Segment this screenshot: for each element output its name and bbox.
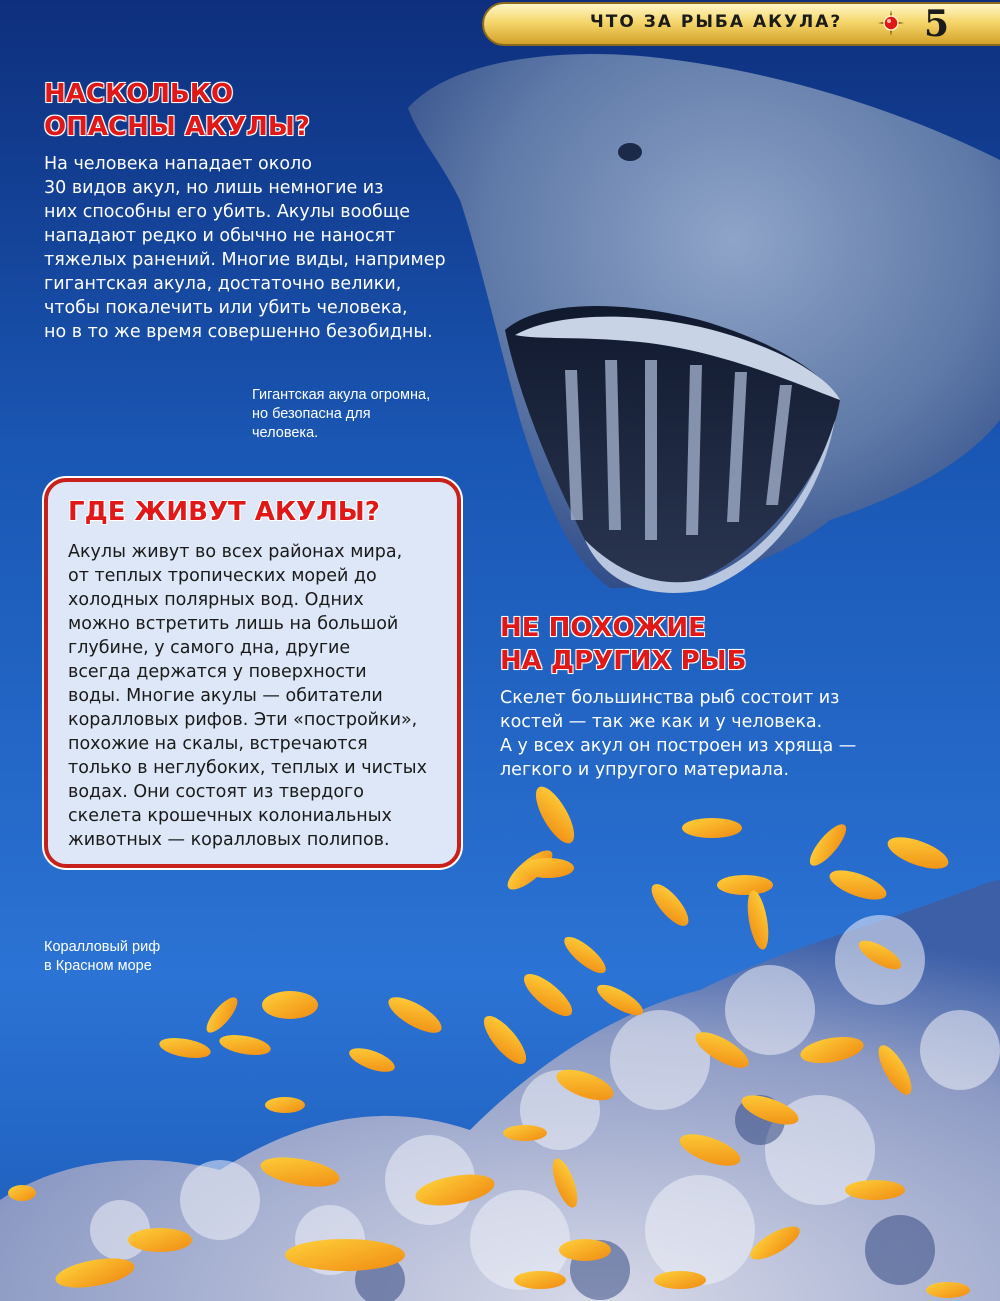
skeleton-heading: НЕ ПОХОЖИЕ НА ДРУГИХ РЫБ bbox=[500, 613, 747, 676]
section-title: ЧТО ЗА РЫБА АКУЛА? bbox=[590, 12, 843, 32]
page-number: 5 bbox=[924, 3, 950, 45]
shark-caption: Гигантская акула огромна, но безопасна для человека. bbox=[252, 387, 431, 441]
habitat-text: Акулы живут во всех районах мира, от теплых тропических морей до холодных полярных вод. Одних можно встретить лишь на большой глубине, у самого дна, другие всегда держатся у поверхности воды. Многие акулы — обитатели коралловых рифов. Эти «постройки», похожие на скалы, встречаются только в неглубоких, теплых и чистых водах. Они состоят из твердого скелета крошечных колониальных животных — коралловых полипов. bbox=[68, 542, 427, 850]
habitat-heading: ГДЕ ЖИВУТ АКУЛЫ? bbox=[68, 497, 380, 527]
reef-caption: Коралловый риф в Красном море bbox=[44, 939, 161, 974]
skeleton-text: Скелет большинства рыб состоит из костей — так же как и у человека. А у всех акул он построен из хряща — легкого и упругого материала. bbox=[500, 688, 857, 780]
danger-heading: НАСКОЛЬКО ОПАСНЫ АКУЛЫ? bbox=[44, 79, 310, 142]
compass-icon bbox=[878, 10, 904, 36]
danger-text: На человека нападает около 30 видов акул, но лишь немногие из них способны его убить. Акулы вообще нападают редко и обычно не наносят тяжелых ранений. Многие виды, например гигантская акула, достаточно велики, чтобы покалечить или убить человека, но в то же время совершенно безобидны. bbox=[44, 154, 446, 342]
